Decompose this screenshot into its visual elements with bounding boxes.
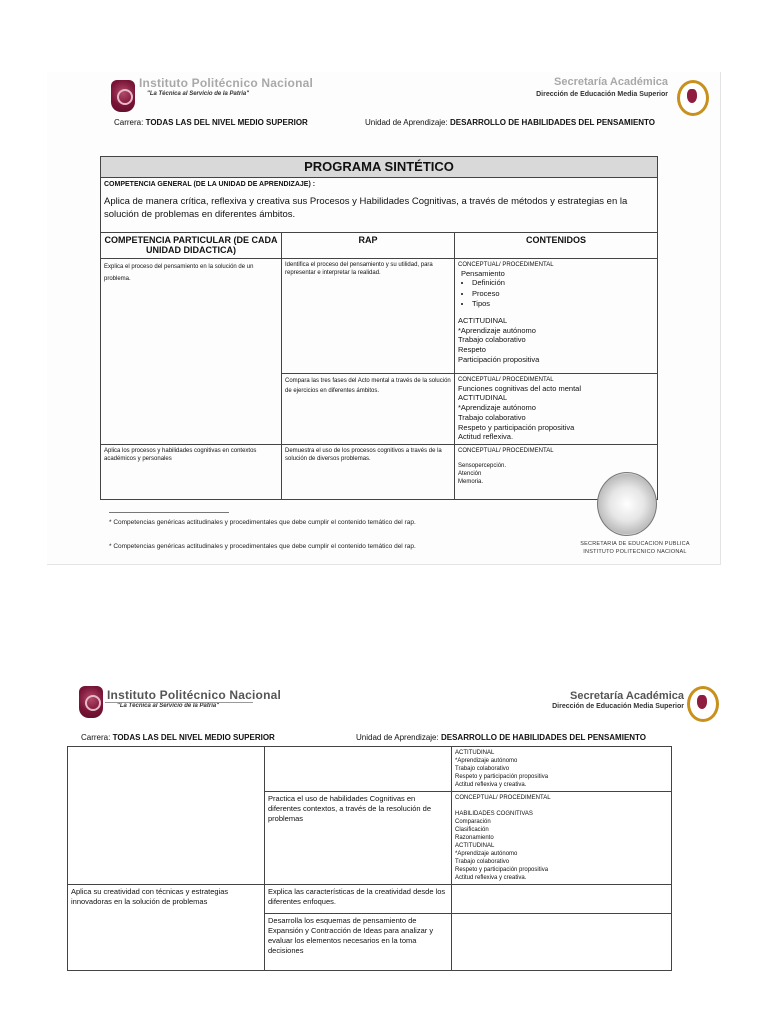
list-item: Participación propositiva	[458, 354, 540, 364]
rap-text: Desarrolla los esquemas de pensamiento de Expansión y Contracción de Ideas para analizar y evaluar los elementos necesarios en la toma decisiones	[268, 916, 434, 955]
list-item: Respeto	[458, 345, 486, 355]
list-item: • Proceso	[472, 289, 654, 299]
carrera-value: TODAS LAS DEL NIVEL MEDIO SUPERIOR	[145, 118, 308, 127]
rap-text: Practica el uso de habilidades Cognitivas en diferentes contextos, a través de la resolución de problemas	[268, 794, 432, 823]
list-item: ACTITUDINAL	[455, 750, 495, 756]
rap-cell	[265, 792, 452, 885]
cp-label: CONCEPTUAL/ PROCEDIMENTAL	[458, 376, 554, 383]
carrera-line	[81, 733, 275, 742]
ipn-motto: "La Técnica al Servicio de la Patria"	[117, 703, 220, 709]
list-item: Trabajo colaborativo	[455, 766, 510, 773]
list-item: Respeto y participación propositiva	[455, 867, 549, 874]
list-item: Razonamiento	[455, 834, 494, 841]
list-item: ACTITUDINAL	[455, 842, 495, 849]
general-competence-cell	[101, 177, 658, 232]
header-rule	[105, 702, 253, 703]
rap-cell	[282, 373, 455, 445]
competencia-cell	[101, 445, 282, 500]
list-item: ACTITUDINAL	[458, 393, 508, 403]
contenidos-cell	[452, 792, 672, 885]
contenidos-cell	[455, 373, 658, 445]
act-label: ACTITUDINAL	[458, 315, 508, 325]
carrera-label: Carrera:	[81, 733, 111, 742]
document-page-1	[47, 72, 721, 565]
unidad-value: DESARROLLO DE HABILIDADES DEL PENSAMIENTO	[440, 733, 647, 742]
footnote-1: * Competencias genéricas actitudinales y procedimentales que debe cumplir el contenido temático del rap.	[109, 519, 416, 526]
rap-cell	[282, 258, 455, 373]
contenido-bullets	[458, 278, 654, 308]
secretaria-title: Secretaría Académica	[570, 690, 684, 702]
footnote-rule	[109, 512, 229, 513]
ipn-logo	[79, 686, 103, 718]
ipn-title: Instituto Politécnico Nacional	[139, 76, 314, 90]
sep-seal-icon	[597, 472, 657, 536]
cp-label: CONCEPTUAL/ PROCEDIMENTAL	[455, 795, 551, 802]
list-item: • Tipos	[472, 299, 654, 309]
header-competencia: COMPETENCIA PARTICULAR (DE CADA UNIDAD DIDACTICA)	[101, 232, 282, 258]
list-item: Funciones cognitivas del acto mental	[458, 383, 581, 393]
unidad-label: Unidad de Aprendizaje:	[356, 733, 439, 742]
contenido-heading: Pensamiento	[461, 268, 505, 278]
list-item: Respeto y participación propositiva	[458, 422, 575, 432]
secretaria-title: Secretaría Académica	[554, 76, 668, 88]
list-item: *Aprendizaje autónomo	[458, 325, 536, 335]
document-page-2	[47, 672, 720, 1002]
sep-logo	[677, 80, 709, 116]
list-item: Memoria.	[458, 479, 484, 486]
footnote-2: * Competencias genéricas actitudinales y procedimentales que debe cumplir el contenido temático del rap.	[109, 543, 416, 550]
list-item: Actitud reflexiva y creativa.	[455, 782, 527, 789]
list-item: *Aprendizaje autónomo	[455, 758, 518, 765]
seal-line: SECRETARIA DE EDUCACION PUBLICA	[580, 541, 690, 547]
list-item: Actitud reflexiva y creativa.	[455, 875, 527, 882]
table-title: PROGRAMA SINTÉTICO	[101, 157, 658, 178]
cp-label: CONCEPTUAL/ PROCEDIMENTAL	[458, 448, 554, 455]
competencia-cell	[101, 258, 282, 445]
sep-logo	[687, 686, 719, 722]
unidad-line	[356, 733, 646, 742]
list-item: • Definición	[472, 278, 654, 288]
rap-text: Compara las tres fases del Acto mental a través de la solución de ejercicios en diferentes ámbitos.	[285, 377, 451, 394]
list-item: Clasificación	[455, 826, 489, 833]
seal-caption	[575, 540, 695, 557]
competencia-cell	[68, 885, 265, 971]
seal-line: INSTITUTO POLITECNICO NACIONAL	[583, 549, 687, 556]
list-item: Comparación	[455, 818, 491, 825]
list-item: Respeto y participación propositiva	[455, 774, 549, 781]
header-contenidos: CONTENIDOS	[455, 232, 658, 258]
cp-label: CONCEPTUAL/ PROCEDIMENTAL	[458, 261, 554, 268]
competencia-text: Aplica los procesos y habilidades cognitivas en contextos académicos y personales	[104, 448, 257, 463]
contenidos-cell	[452, 914, 672, 971]
unidad-label: Unidad de Aprendizaje:	[365, 118, 448, 127]
carrera-label: Carrera:	[114, 118, 144, 127]
rap-cell	[265, 747, 452, 792]
direccion-title: Dirección de Educación Media Superior	[536, 91, 668, 98]
list-item: *Aprendizaje autónomo	[458, 403, 536, 413]
header-rap: RAP	[282, 232, 455, 258]
list-item: HABILIDADES COGNITIVAS	[455, 810, 533, 817]
contenidos-cell	[452, 885, 672, 914]
competencia-cell	[68, 747, 265, 885]
programa-table-continued	[67, 746, 672, 971]
rap-cell	[282, 445, 455, 500]
rap-cell	[265, 885, 452, 914]
general-competence-label: COMPETENCIA GENERAL (DE LA UNIDAD DE APRENDIZAJE) :	[104, 180, 316, 188]
ipn-title: Instituto Politécnico Nacional	[107, 688, 282, 702]
contenidos-cell	[452, 747, 672, 792]
unidad-line	[365, 118, 655, 127]
competencia-text: Explica el proceso del pensamiento en la solución de un problema.	[104, 263, 254, 282]
rap-cell	[265, 914, 452, 971]
rap-text: Explica las características de la creatividad desde los diferentes enfoques.	[268, 887, 446, 907]
rap-text: Identifica el proceso del pensamiento y su utilidad, para representar e interpretar la realidad.	[285, 261, 433, 276]
list-item: Atención	[458, 471, 482, 478]
list-item: *Aprendizaje autónomo	[455, 851, 518, 858]
list-item: Actitud reflexiva.	[458, 432, 514, 442]
carrera-line	[114, 118, 308, 127]
contenidos-cell	[455, 258, 658, 373]
competencia-text: Aplica su creatividad con técnicas y estrategias innovadoras en la solución de problemas	[71, 887, 229, 907]
programa-table	[100, 156, 658, 500]
carrera-value: TODAS LAS DEL NIVEL MEDIO SUPERIOR	[112, 733, 275, 742]
general-competence-text: Aplica de manera crítica, reflexiva y creativa sus Procesos y Habilidades Cognitivas, a través de métodos y estrategias en la solución de problemas en diferentes ámbitos.	[104, 195, 628, 221]
list-item: Sensopercepción.	[458, 463, 507, 470]
ipn-motto: "La Técnica al Servicio de la Patria"	[147, 91, 250, 97]
list-item: Trabajo colaborativo	[455, 859, 510, 866]
rap-text: Demuestra el uso de los procesos cognitivos a través de la solución de diversos problemas.	[285, 448, 442, 463]
list-item: Trabajo colaborativo	[458, 335, 526, 345]
direccion-title: Dirección de Educación Media Superior	[552, 703, 684, 710]
list-item: Trabajo colaborativo	[458, 412, 526, 422]
unidad-value: DESARROLLO DE HABILIDADES DEL PENSAMIENTO	[449, 118, 656, 127]
ipn-logo	[111, 80, 135, 112]
